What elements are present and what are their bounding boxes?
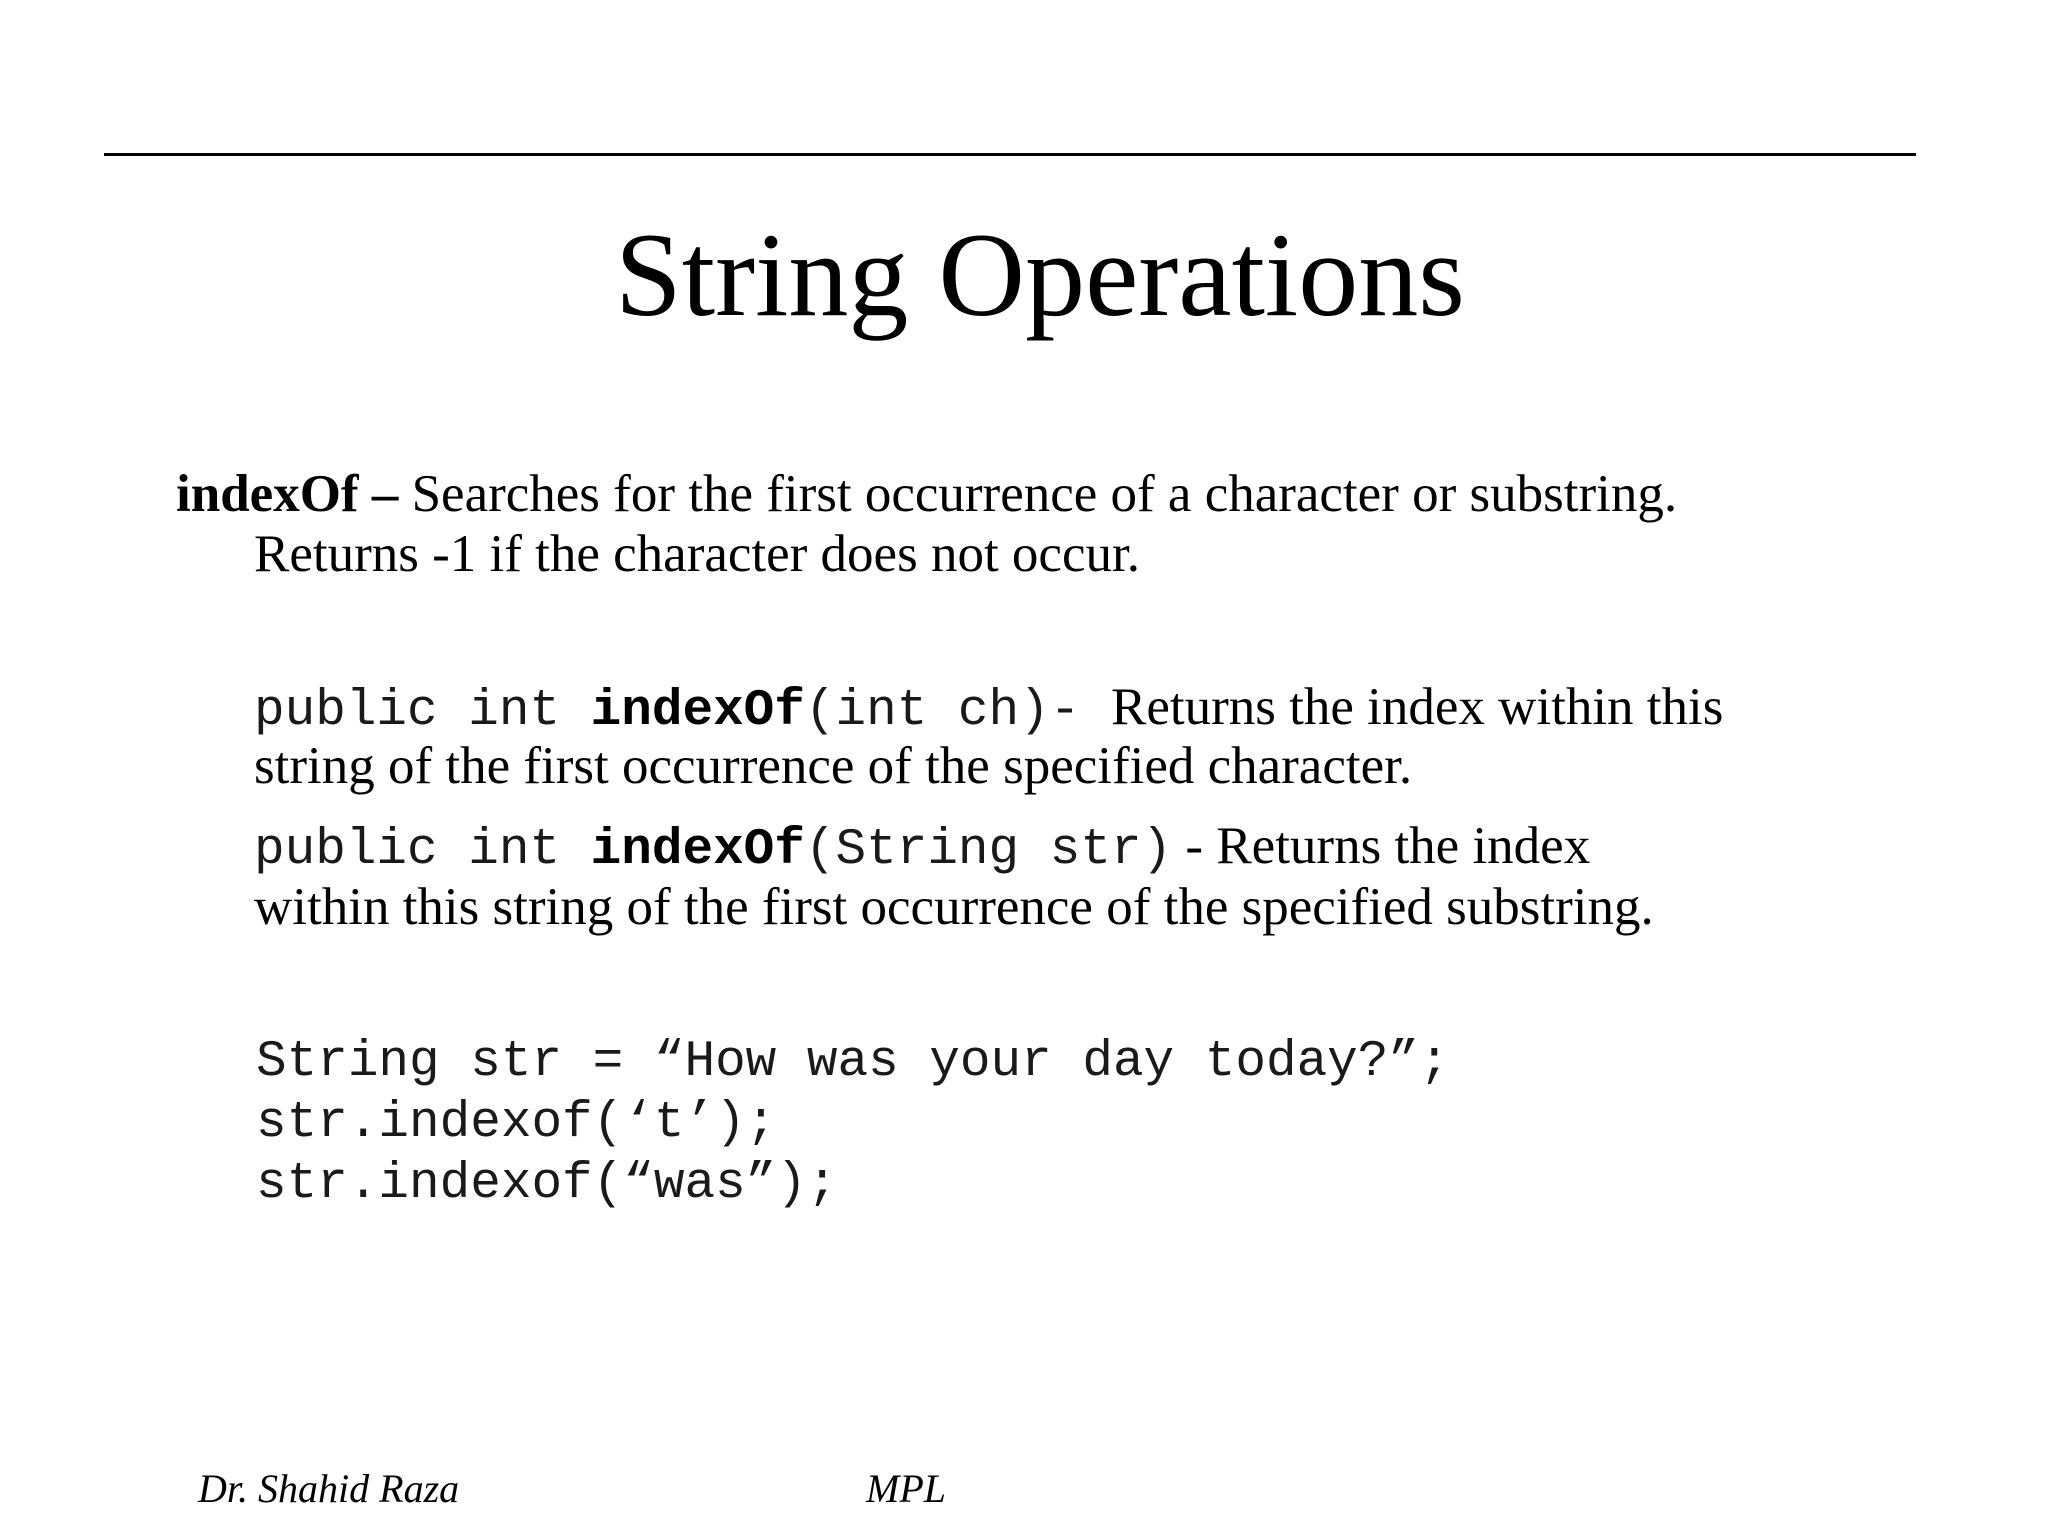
intro-line-2: Returns -1 if the character does not occur. <box>254 525 1140 583</box>
code-line: String str = “How was your day today?”; <box>256 1034 1450 1091</box>
signature-char-desc-1: Returns the index within this <box>1110 678 1724 736</box>
signature-char-params: (int ch)- <box>804 683 1111 740</box>
intro-term: indexOf <box>176 465 359 523</box>
intro-dash: – <box>358 465 412 523</box>
signature-string-prefix: public int <box>254 822 591 879</box>
code-example <box>256 1032 1450 1215</box>
code-line: str.indexof(‘t’); <box>256 1095 777 1152</box>
signature-char-prefix: public int <box>254 683 591 740</box>
slide-title: String Operations <box>615 208 1465 341</box>
signature-string-desc-1: - Returns the index <box>1172 817 1591 875</box>
footer-course: MPL <box>866 1466 946 1511</box>
signature-string-method: indexOf <box>590 822 805 879</box>
signature-char-desc-2: string of the first occurrence of the specified character. <box>254 737 1413 795</box>
intro-text-1: Searches for the first occurrence of a character or substring. <box>411 465 1678 523</box>
signature-string-line-1 <box>254 815 1590 882</box>
code-line: str.indexof(“was”); <box>256 1156 838 1213</box>
signature-string-desc-2: within this string of the first occurrence of the specified substring. <box>254 878 1654 936</box>
footer-author: Dr. Shahid Raza <box>198 1466 460 1511</box>
signature-string-params: (String str) <box>804 822 1173 879</box>
intro-line-1 <box>176 463 1677 525</box>
top-rule <box>104 153 1916 156</box>
signature-char-line-1 <box>254 676 1723 743</box>
signature-char-method: indexOf <box>590 683 805 740</box>
